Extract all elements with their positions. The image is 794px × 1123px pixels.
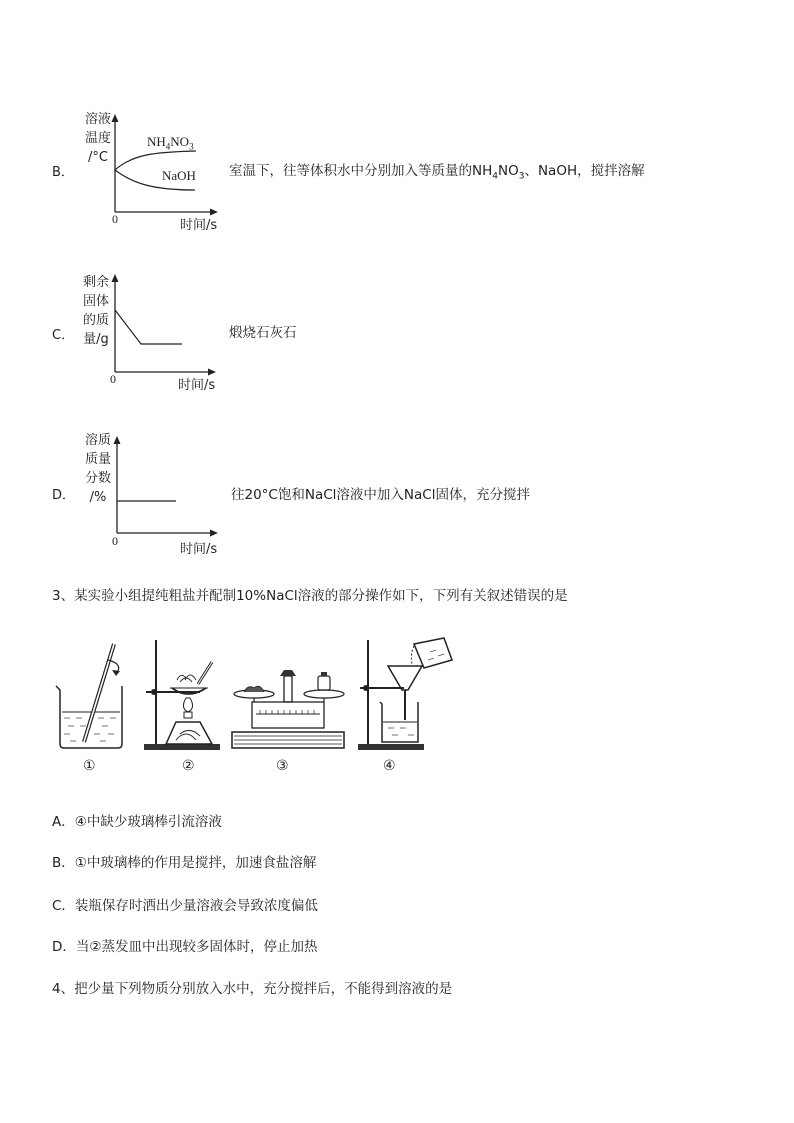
question-4-stem: 4、把少量下列物质分别放入水中，充分搅拌后，不能得到溶液的是 [52,981,453,997]
option-d-description: 往20°C饱和NaCl溶液中加入NaCl固体，充分搅拌 [231,487,530,503]
option-b-xlabel: 时间/s [180,218,218,233]
option-c-letter: C． [52,328,75,343]
option-b-letter: B． [52,165,74,180]
apparatus-label-3: ③ [276,758,289,774]
apparatus-label-4: ④ [383,758,396,774]
option-b-series-top-label: $NH_4NO_3$ [147,134,194,152]
option-d-ylabel: 溶质 质量 分数 /% [84,433,111,505]
evaporation-setup-icon [144,640,220,750]
option-d-origin: 0 [112,534,118,548]
question-3-option-b: B．①中玻璃棒的作用是搅拌，加速食盐溶解 [52,855,317,871]
option-c-ylabel: 剩余 固体 的质 量/g [82,275,109,347]
option-d-letter: D． [52,488,76,503]
question-3-stem: 3、某实验小组提纯粗盐并配制10%NaCl溶液的部分操作如下，下列有关叙述错误的是 [52,588,568,604]
balance-scale-icon [232,670,344,748]
beaker-with-glass-rod-icon [56,644,122,748]
question-3-option-d: D．当②蒸发皿中出现较多固体时，停止加热 [52,939,318,955]
apparatus-label-1: ① [83,758,96,774]
option-c-description: 煅烧石灰石 [229,325,297,341]
question-3-option-a: A．④中缺少玻璃棒引流溶液 [52,814,222,830]
option-b-origin: 0 [112,212,118,226]
question-3-option-c: C．装瓶保存时洒出少量溶液会导致浓度偏低 [52,898,318,914]
filtration-setup-icon [358,638,452,750]
option-c-xlabel: 时间/s [178,378,216,393]
option-b-description: 室温下，往等体积水中分别加入等质量的$NH_4NO_3$、NaOH，搅拌溶解 [229,163,645,182]
apparatus-label-2: ② [182,758,195,774]
option-b-ylabel: 溶液 温度 /°C [84,112,111,165]
option-b-series-bottom-label: NaOH [162,168,196,183]
option-c-origin: 0 [110,372,116,386]
option-d-xlabel: 时间/s [180,542,218,557]
